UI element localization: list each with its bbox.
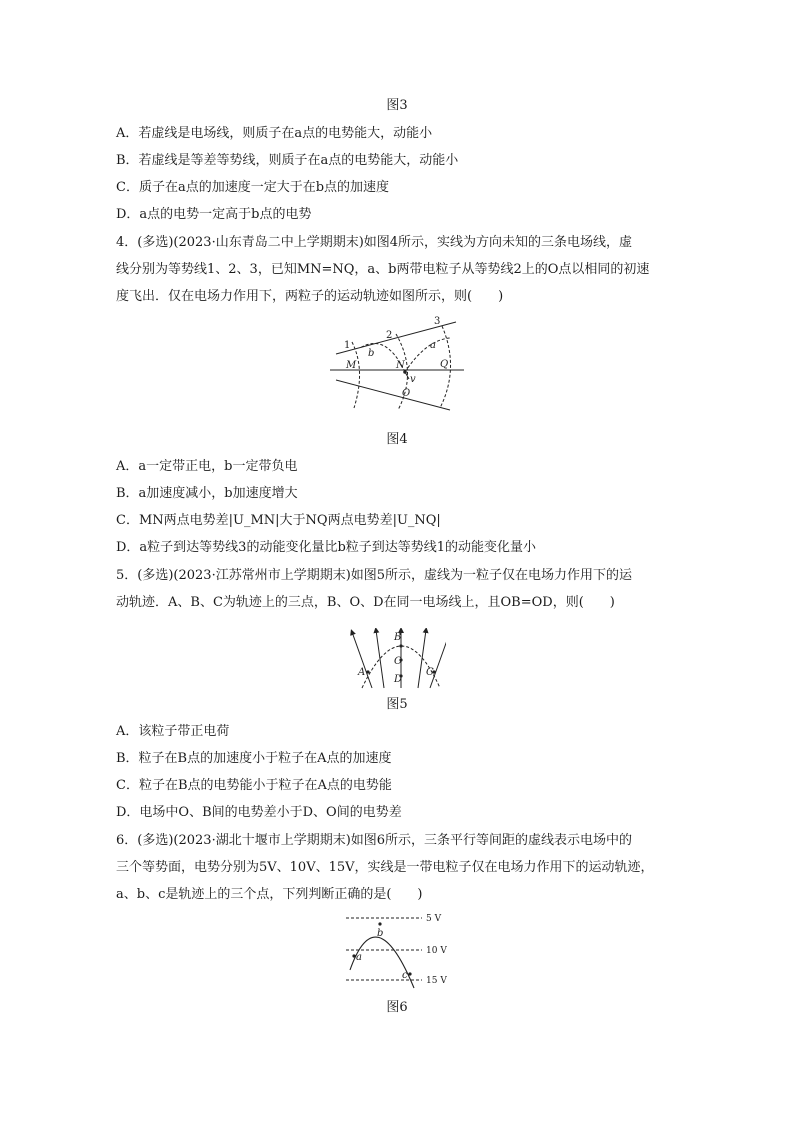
- point-a-dot: [366, 670, 369, 673]
- label-b: b: [377, 928, 384, 939]
- label-m: M: [346, 360, 357, 371]
- label-q: Q: [440, 359, 449, 370]
- figure-6: [340, 910, 456, 992]
- q6-stem-line-1: 6．(多选)(2023·湖北十堰市上学期期末)如图6所示，三条平行等间距的虚线表示电场中的: [116, 833, 633, 848]
- q5-option-d: D．电场中O、B间的电势差小于D、O间的电势差: [116, 805, 402, 820]
- q4-option-b: B．a加速度减小，b加速度增大: [116, 486, 298, 501]
- q3-option-d: D．a点的电势一定高于b点的电势: [116, 207, 312, 222]
- label-10v: 10 V: [426, 946, 447, 956]
- label-c: C: [426, 667, 434, 678]
- label-b: B: [394, 632, 402, 643]
- q4-stem-line-2: 线分别为等势线1、2、3，已知MN=NQ，a、b两带电粒子从等势线2上的O点以相同的初速: [116, 262, 650, 277]
- q4-option-a: A．a一定带正电，b一定带负电: [116, 459, 298, 474]
- figure-4-caption: 图4: [386, 432, 408, 447]
- q6-stem-line-2: 三个等势面，电势分别为5V、10V、15V，实线是一带电粒子仅在电场力作用下的运动轨迹，: [116, 860, 654, 875]
- label-o: O: [394, 656, 403, 667]
- point-c-dot: [408, 972, 411, 975]
- label-c: c: [402, 970, 408, 981]
- q5-stem-line-2: 动轨迹．A、B、C为轨迹上的三点，B、O、D在同一电场线上，且OB=OD，则( ): [116, 595, 615, 610]
- label-n: N: [396, 360, 405, 371]
- label-o: O: [402, 388, 411, 399]
- point-b-dot: [399, 644, 402, 647]
- field-line-1: [352, 632, 372, 688]
- q3-option-b: B．若虚线是等差等势线，则质子在a点的电势能大，动能小: [116, 153, 459, 168]
- q5-stem-line-1: 5．(多选)(2023·江苏常州市上学期期末)如图5所示，虚线为一粒子仅在电场力作用下的运: [116, 568, 633, 583]
- figure-4: [326, 312, 468, 416]
- figure-5-caption: 图5: [386, 697, 408, 712]
- label-3: 3: [434, 316, 441, 327]
- label-2: 2: [386, 330, 393, 341]
- field-line-bottom: [336, 380, 450, 410]
- label-a: A: [358, 667, 366, 678]
- q5-option-b: B．粒子在B点的加速度小于粒子在A点的加速度: [116, 751, 392, 766]
- field-line-4: [418, 630, 426, 688]
- point-b-dot: [378, 922, 381, 925]
- equipotential-1: [352, 342, 360, 408]
- q3-option-c: C．质子在a点的加速度一定大于在b点的加速度: [116, 180, 390, 195]
- label-1: 1: [344, 340, 351, 351]
- q3-option-a: A．若虚线是电场线，则质子在a点的电势能大，动能小: [116, 126, 433, 141]
- q6-stem-line-3: a、b、c是轨迹上的三个点，下列判断正确的是( ): [116, 887, 423, 902]
- figure-6-caption: 图6: [386, 1000, 408, 1015]
- field-line-2: [376, 630, 384, 688]
- label-15v: 15 V: [426, 976, 447, 986]
- figure-3-caption: 图3: [386, 98, 408, 113]
- field-line-5: [430, 632, 446, 688]
- q5-option-a: A．该粒子带正电荷: [116, 724, 230, 739]
- q4-stem-line-3: 度飞出．仅在电场力作用下，两粒子的运动轨迹如图所示，则( ): [116, 289, 504, 304]
- label-a: a: [430, 340, 436, 351]
- q4-option-d: D．a粒子到达等势线3的动能变化量比b粒子到达等势线1的动能变化量小: [116, 540, 537, 555]
- label-5v: 5 V: [426, 914, 442, 924]
- figure-5: [346, 628, 446, 690]
- q4-stem-line-1: 4．(多选)(2023·山东青岛二中上学期期末)如图4所示，实线为方向未知的三条电场线，虚: [116, 235, 633, 250]
- label-b: b: [368, 348, 375, 359]
- label-d: D: [394, 674, 403, 685]
- q5-option-c: C．粒子在B点的电势能小于粒子在A点的电势能: [116, 778, 392, 793]
- label-a: a: [356, 952, 362, 963]
- q4-option-c: C．MN两点电势差|U_MN|大于NQ两点电势差|U_NQ|: [116, 513, 441, 528]
- label-v: v: [410, 374, 416, 385]
